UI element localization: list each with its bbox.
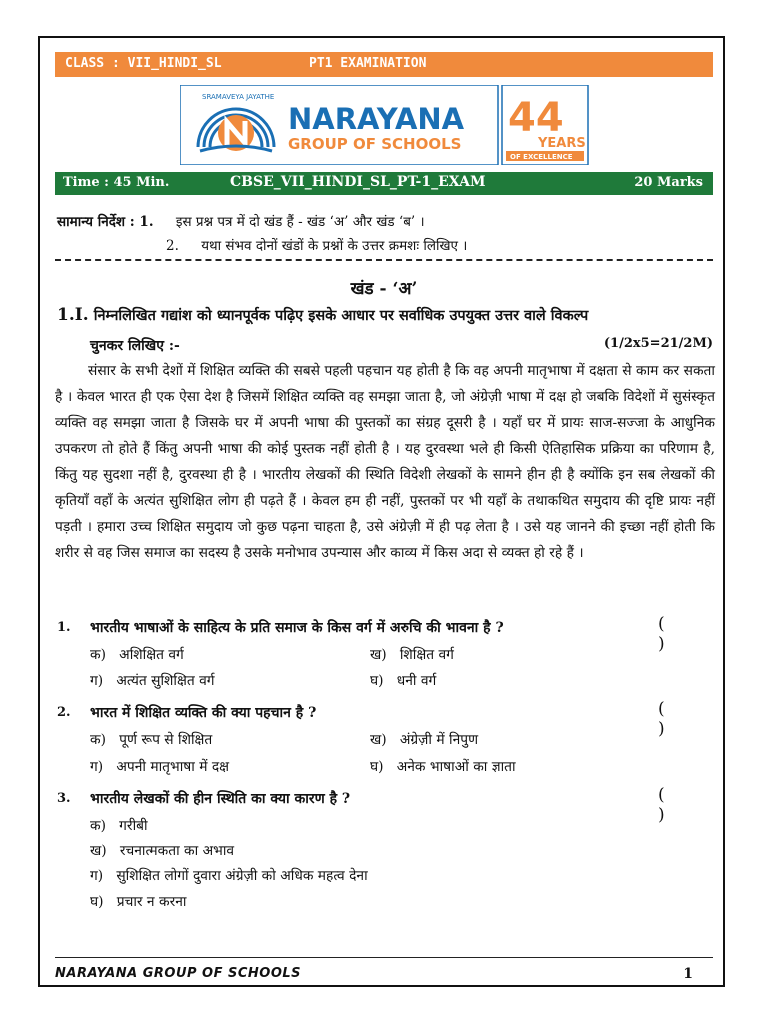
answer-parentheses: ( )	[658, 614, 699, 654]
question-block-heading-2: चुनकर लिखिए :-	[90, 338, 180, 354]
question-number: 1.	[57, 620, 71, 635]
class-header-bar	[55, 52, 713, 77]
option-ka: क) गरीबी	[90, 818, 148, 834]
exam-label: PT1 EXAMINATION	[309, 56, 427, 71]
footer-rule	[55, 957, 713, 958]
option-gha: घ) अनेक भाषाओं का ज्ञाता	[370, 759, 516, 775]
answer-parentheses: ( )	[658, 785, 699, 825]
answer-parentheses: ( )	[658, 699, 699, 739]
years-word: YEARS	[538, 136, 586, 151]
option-kha: ख) शिक्षित वर्ग	[370, 647, 454, 663]
option-kha: ख) रचनात्मकता का अभाव	[90, 843, 235, 859]
exam-info-bar	[55, 172, 713, 195]
logo-subtitle: GROUP OF SCHOOLS	[288, 135, 462, 153]
exam-marks: 20 Marks	[634, 175, 703, 190]
option-ka: क) अशिक्षित वर्ग	[90, 647, 184, 663]
instruction-2-text: यथा संभव दोनों खंडों के प्रश्नों के उत्तर क्रमशः लिखिए ।	[201, 238, 468, 254]
question-number: 3.	[57, 791, 71, 806]
question-text: भारतीय भाषाओं के साहित्य के प्रति समाज के किस वर्ग में अरुचि की भावना है ?	[90, 620, 504, 636]
option-kha: ख) अंग्रेज़ी में निपुण	[370, 732, 479, 748]
class-label: CLASS : VII_HINDI_SL	[65, 56, 222, 71]
question-block-marks: (1/2x5=21/2M)	[603, 336, 713, 351]
years-number: 44	[508, 95, 564, 141]
instruction-2	[166, 236, 467, 254]
school-logo	[180, 85, 590, 165]
option-gha: घ) प्रचार न करना	[90, 894, 187, 910]
logo-name: NARAYANA	[288, 102, 465, 136]
option-ga: ग) सुशिक्षित लोगों दुवारा अंग्रेज़ी को अधिक महत्व देना	[90, 868, 368, 884]
instruction-2-num: 2.	[166, 238, 179, 254]
question-number: 2.	[57, 705, 71, 720]
option-gha: घ) धनी वर्ग	[370, 673, 437, 689]
instructions-label: सामान्य निर्देश : 1.	[57, 214, 154, 230]
page-number: 1	[683, 966, 693, 982]
passage-text: संसार के सभी देशों में शिक्षित व्यक्ति की सबसे पहली पहचान यह होती है कि वह अपनी मातृभाषा में दक्षता से काम कर सकता है । केवल भारत ही एक ऐसा देश है जिसमें शिक्षित व्यक्ति वह समझा जाता है, जो अंग्रेज़ी भाषा में दक्ष हो जबकि विदेशों में सुसंस्कृत व्यक्ति वह समझा जाता है जिसके घर में अपनी भाषा की पुस्तकों का संग्रह दूसरी है । यहाँ घर में प्रायः साज-सज्जा के आधुनिक उपकरण तो होते हैं किंतु अपनी भाषा की कोई पुस्तक नहीं होती है । यह दुरवस्था भले ही किसी ऐतिहासिक प्रक्रिया का परिणाम है, किंतु यह सुदशा नहीं है, दुरवस्था ही है । भारतीय लेखकों की स्थिति विदेशी लेखकों के सामने हीन ही है क्योंकि इन सब लेखकों की कृतियाँ वहाँ के अत्यंत सुशिक्षित लोग ही पढ़ते हैं । केवल हम ही नहीं, पुस्तकों पर भी यहाँ के तथाकथित समुदाय की दृष्टि प्रायः नहीं पड़ती । हमारा उच्च शिक्षित समुदाय जो कुछ पढ़ना चाहता है, उसे अंग्रेज़ी में ही पढ़ लेता है । उसे यह जानने की इच्छा नहीं होती कि शरीर से वह जिस समाज का सदस्य है उसके मनोभाव उपन्यास और काव्य में किस अदा से व्यक्त हो रहे हैं ।	[55, 363, 715, 561]
option-ka: क) पूर्ण रूप से शिक्षित	[90, 732, 213, 748]
option-ga: ग) अत्यंत सुशिक्षित वर्ग	[90, 673, 215, 689]
option-ga: ग) अपनी मातृभाषा में दक्ष	[90, 759, 230, 775]
exam-code: CBSE_VII_HINDI_SL_PT-1_EXAM	[230, 174, 486, 190]
footer-school: NARAYANA GROUP OF SCHOOLS	[55, 966, 302, 981]
narayana-logo-graphic	[180, 85, 590, 165]
question-block-number: 1.I.	[57, 305, 89, 325]
svg-text:SRAMAVEYA JAYATHE: SRAMAVEYA JAYATHE	[202, 93, 275, 101]
exam-time: Time : 45 Min.	[63, 175, 170, 190]
instruction-1	[57, 212, 425, 230]
dashed-divider	[55, 259, 713, 261]
question-heading	[57, 305, 717, 325]
instruction-1-text: इस प्रश्न पत्र में दो खंड हैं - खंड ‘अ’ और खंड ‘ब’ ।	[175, 214, 425, 230]
years-caption: OF EXCELLENCE	[510, 153, 573, 161]
question-text: भारतीय लेखकों की हीन स्थिति का क्या कारण है ?	[90, 791, 351, 807]
section-title: खंड - ‘अ’	[350, 279, 418, 299]
question-text: भारत में शिक्षित व्यक्ति की क्या पहचान है ?	[90, 705, 317, 721]
question-block-heading: निम्नलिखित गद्यांश को ध्यानपूर्वक पढ़िए इसके आधार पर सर्वाधिक उपयुक्त उत्तर वाले विकल्प	[93, 307, 589, 324]
